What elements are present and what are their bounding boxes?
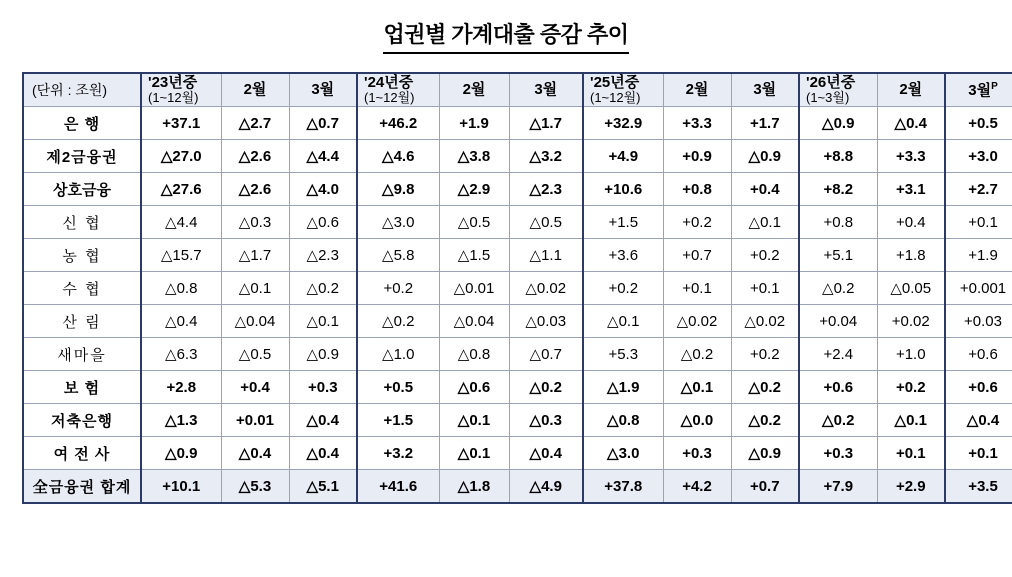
cell-value: △0.9 bbox=[141, 437, 221, 470]
row-label: 새마을 bbox=[23, 338, 141, 371]
table-row bbox=[23, 338, 1012, 371]
cell-value: +3.0 bbox=[945, 140, 1012, 173]
cell-value: +4.2 bbox=[663, 470, 731, 504]
cell-value: +46.2 bbox=[357, 107, 439, 140]
cell-value: +37.1 bbox=[141, 107, 221, 140]
cell-value: △0.8 bbox=[583, 404, 663, 437]
table-row bbox=[23, 206, 1012, 239]
cell-value: +10.6 bbox=[583, 173, 663, 206]
cell-value: +5.1 bbox=[799, 239, 877, 272]
cell-value: △0.2 bbox=[731, 371, 799, 404]
cell-value: +0.2 bbox=[731, 239, 799, 272]
header-y24-mar: 3월 bbox=[509, 73, 583, 107]
cell-value: +10.1 bbox=[141, 470, 221, 504]
row-label: 농 협 bbox=[23, 239, 141, 272]
cell-value: △0.9 bbox=[289, 338, 357, 371]
table-row bbox=[23, 239, 1012, 272]
header-y26-mar: 3월$^P$ bbox=[945, 73, 1012, 107]
cell-value: +0.2 bbox=[583, 272, 663, 305]
cell-value: △0.1 bbox=[583, 305, 663, 338]
cell-value: +3.6 bbox=[583, 239, 663, 272]
row-label: 저축은행 bbox=[23, 404, 141, 437]
header-y23: '23년중 (1~12월) bbox=[141, 73, 221, 107]
cell-value: △6.3 bbox=[141, 338, 221, 371]
cell-value: △0.4 bbox=[945, 404, 1012, 437]
cell-value: +3.3 bbox=[663, 107, 731, 140]
cell-value: △3.0 bbox=[583, 437, 663, 470]
cell-value: △0.4 bbox=[509, 437, 583, 470]
table-row bbox=[23, 140, 1012, 173]
cell-value: +0.1 bbox=[731, 272, 799, 305]
cell-value: △0.4 bbox=[289, 404, 357, 437]
header-y26: '26년중 (1~3월) bbox=[799, 73, 877, 107]
cell-value: △0.02 bbox=[509, 272, 583, 305]
cell-value: +0.8 bbox=[799, 206, 877, 239]
table-row bbox=[23, 173, 1012, 206]
table-row bbox=[23, 371, 1012, 404]
page-title: 업권별 가계대출 증감 추이 bbox=[383, 18, 628, 54]
cell-value: △2.3 bbox=[289, 239, 357, 272]
cell-value: △0.02 bbox=[663, 305, 731, 338]
cell-value: +0.3 bbox=[289, 371, 357, 404]
cell-value: △0.8 bbox=[141, 272, 221, 305]
cell-value: +0.3 bbox=[663, 437, 731, 470]
cell-value: △1.9 bbox=[583, 371, 663, 404]
cell-value: △0.8 bbox=[439, 338, 509, 371]
cell-value: △0.04 bbox=[221, 305, 289, 338]
cell-value: △0.5 bbox=[509, 206, 583, 239]
cell-value: +0.4 bbox=[221, 371, 289, 404]
cell-value: +8.2 bbox=[799, 173, 877, 206]
cell-value: △0.05 bbox=[877, 272, 945, 305]
cell-value: △2.7 bbox=[221, 107, 289, 140]
cell-value: +41.6 bbox=[357, 470, 439, 504]
cell-value: △1.7 bbox=[221, 239, 289, 272]
header-y23-mar: 3월 bbox=[289, 73, 357, 107]
cell-value: △0.1 bbox=[289, 305, 357, 338]
cell-value: +0.1 bbox=[877, 437, 945, 470]
table-row bbox=[23, 404, 1012, 437]
cell-value: △0.4 bbox=[289, 437, 357, 470]
cell-value: +3.5 bbox=[945, 470, 1012, 504]
cell-value: △1.1 bbox=[509, 239, 583, 272]
cell-value: △0.3 bbox=[509, 404, 583, 437]
cell-value: △0.0 bbox=[663, 404, 731, 437]
cell-value: △4.4 bbox=[141, 206, 221, 239]
cell-value: +2.4 bbox=[799, 338, 877, 371]
cell-value: +8.8 bbox=[799, 140, 877, 173]
cell-value: △2.6 bbox=[221, 173, 289, 206]
cell-value: △0.9 bbox=[799, 107, 877, 140]
cell-value: △0.04 bbox=[439, 305, 509, 338]
cell-value: +3.2 bbox=[357, 437, 439, 470]
row-label: 상호금융 bbox=[23, 173, 141, 206]
cell-value: +1.9 bbox=[439, 107, 509, 140]
cell-value: +0.2 bbox=[731, 338, 799, 371]
cell-value: +0.4 bbox=[877, 206, 945, 239]
cell-value: △0.3 bbox=[221, 206, 289, 239]
cell-value: △0.4 bbox=[221, 437, 289, 470]
cell-value: +0.02 bbox=[877, 305, 945, 338]
cell-value: +0.4 bbox=[731, 173, 799, 206]
cell-value: △1.3 bbox=[141, 404, 221, 437]
header-y24-feb: 2월 bbox=[439, 73, 509, 107]
table-container bbox=[22, 72, 1007, 504]
cell-value: +0.001 bbox=[945, 272, 1012, 305]
cell-value: △3.2 bbox=[509, 140, 583, 173]
cell-value: +1.9 bbox=[945, 239, 1012, 272]
table-header-row bbox=[23, 73, 1012, 107]
cell-value: △27.0 bbox=[141, 140, 221, 173]
cell-value: +1.5 bbox=[583, 206, 663, 239]
header-y25-mar: 3월 bbox=[731, 73, 799, 107]
cell-value: △0.6 bbox=[289, 206, 357, 239]
cell-value: +0.01 bbox=[221, 404, 289, 437]
cell-value: △1.8 bbox=[439, 470, 509, 504]
cell-value: +37.8 bbox=[583, 470, 663, 504]
cell-value: △4.6 bbox=[357, 140, 439, 173]
cell-value: △0.4 bbox=[141, 305, 221, 338]
cell-value: △0.2 bbox=[663, 338, 731, 371]
cell-value: +0.3 bbox=[799, 437, 877, 470]
cell-value: +0.9 bbox=[663, 140, 731, 173]
cell-value: △0.5 bbox=[439, 206, 509, 239]
header-y26-feb: 2월 bbox=[877, 73, 945, 107]
cell-value: +0.7 bbox=[663, 239, 731, 272]
cell-value: △0.2 bbox=[357, 305, 439, 338]
table-row bbox=[23, 272, 1012, 305]
cell-value: △15.7 bbox=[141, 239, 221, 272]
cell-value: +1.8 bbox=[877, 239, 945, 272]
cell-value: △0.7 bbox=[509, 338, 583, 371]
cell-value: △0.1 bbox=[663, 371, 731, 404]
header-y25: '25년중 (1~12월) bbox=[583, 73, 663, 107]
cell-value: △0.7 bbox=[289, 107, 357, 140]
header-y25-feb: 2월 bbox=[663, 73, 731, 107]
table-row bbox=[23, 305, 1012, 338]
cell-value: △0.6 bbox=[439, 371, 509, 404]
cell-value: +1.7 bbox=[731, 107, 799, 140]
cell-value: △0.9 bbox=[731, 140, 799, 173]
cell-value: △0.2 bbox=[289, 272, 357, 305]
cell-value: △0.2 bbox=[799, 272, 877, 305]
cell-value: +0.8 bbox=[663, 173, 731, 206]
cell-value: +32.9 bbox=[583, 107, 663, 140]
cell-value: +3.3 bbox=[877, 140, 945, 173]
cell-value: +0.5 bbox=[357, 371, 439, 404]
cell-value: +1.5 bbox=[357, 404, 439, 437]
cell-value: △4.9 bbox=[509, 470, 583, 504]
cell-value: +0.1 bbox=[663, 272, 731, 305]
cell-value: △1.0 bbox=[357, 338, 439, 371]
cell-value: △2.9 bbox=[439, 173, 509, 206]
cell-value: △5.1 bbox=[289, 470, 357, 504]
cell-value: △5.8 bbox=[357, 239, 439, 272]
cell-value: +0.6 bbox=[945, 371, 1012, 404]
cell-value: △0.03 bbox=[509, 305, 583, 338]
cell-value: △0.1 bbox=[877, 404, 945, 437]
cell-value: △3.0 bbox=[357, 206, 439, 239]
cell-value: △0.2 bbox=[799, 404, 877, 437]
header-y23-feb: 2월 bbox=[221, 73, 289, 107]
cell-value: +0.6 bbox=[799, 371, 877, 404]
cell-value: △0.1 bbox=[439, 437, 509, 470]
row-label: 신 협 bbox=[23, 206, 141, 239]
cell-value: +2.8 bbox=[141, 371, 221, 404]
cell-value: △2.3 bbox=[509, 173, 583, 206]
row-label: 여 전 사 bbox=[23, 437, 141, 470]
table-row bbox=[23, 437, 1012, 470]
header-y24: '24년중 (1~12월) bbox=[357, 73, 439, 107]
table-row bbox=[23, 470, 1012, 504]
cell-value: △0.1 bbox=[731, 206, 799, 239]
table-row bbox=[23, 107, 1012, 140]
cell-value: +0.1 bbox=[945, 206, 1012, 239]
cell-value: +0.04 bbox=[799, 305, 877, 338]
cell-value: +0.03 bbox=[945, 305, 1012, 338]
cell-value: △0.01 bbox=[439, 272, 509, 305]
row-label: 全금융권 합계 bbox=[23, 470, 141, 504]
cell-value: +5.3 bbox=[583, 338, 663, 371]
cell-value: △1.5 bbox=[439, 239, 509, 272]
cell-value: △0.2 bbox=[731, 404, 799, 437]
cell-value: △5.3 bbox=[221, 470, 289, 504]
cell-value: +2.9 bbox=[877, 470, 945, 504]
cell-value: +0.2 bbox=[877, 371, 945, 404]
cell-value: △2.6 bbox=[221, 140, 289, 173]
cell-value: △27.6 bbox=[141, 173, 221, 206]
title-container bbox=[0, 0, 1012, 54]
cell-value: △4.4 bbox=[289, 140, 357, 173]
cell-value: △9.8 bbox=[357, 173, 439, 206]
row-label: 제2금융권 bbox=[23, 140, 141, 173]
cell-value: △0.4 bbox=[877, 107, 945, 140]
cell-value: +2.7 bbox=[945, 173, 1012, 206]
cell-value: △1.7 bbox=[509, 107, 583, 140]
cell-value: △0.1 bbox=[439, 404, 509, 437]
cell-value: +0.6 bbox=[945, 338, 1012, 371]
cell-value: △0.5 bbox=[221, 338, 289, 371]
row-label: 수 협 bbox=[23, 272, 141, 305]
cell-value: △0.9 bbox=[731, 437, 799, 470]
cell-value: +0.5 bbox=[945, 107, 1012, 140]
cell-value: △3.8 bbox=[439, 140, 509, 173]
cell-value: +3.1 bbox=[877, 173, 945, 206]
cell-value: +0.2 bbox=[663, 206, 731, 239]
cell-value: +4.9 bbox=[583, 140, 663, 173]
cell-value: +0.1 bbox=[945, 437, 1012, 470]
cell-value: +0.7 bbox=[731, 470, 799, 504]
cell-value: △0.2 bbox=[509, 371, 583, 404]
row-label: 산 림 bbox=[23, 305, 141, 338]
cell-value: △4.0 bbox=[289, 173, 357, 206]
cell-value: +1.0 bbox=[877, 338, 945, 371]
cell-value: +7.9 bbox=[799, 470, 877, 504]
row-label: 보 험 bbox=[23, 371, 141, 404]
cell-value: △0.1 bbox=[221, 272, 289, 305]
household-loan-table bbox=[22, 72, 1012, 504]
unit-label: (단위 : 조원) bbox=[23, 73, 141, 107]
row-label: 은 행 bbox=[23, 107, 141, 140]
cell-value: +0.2 bbox=[357, 272, 439, 305]
cell-value: △0.02 bbox=[731, 305, 799, 338]
